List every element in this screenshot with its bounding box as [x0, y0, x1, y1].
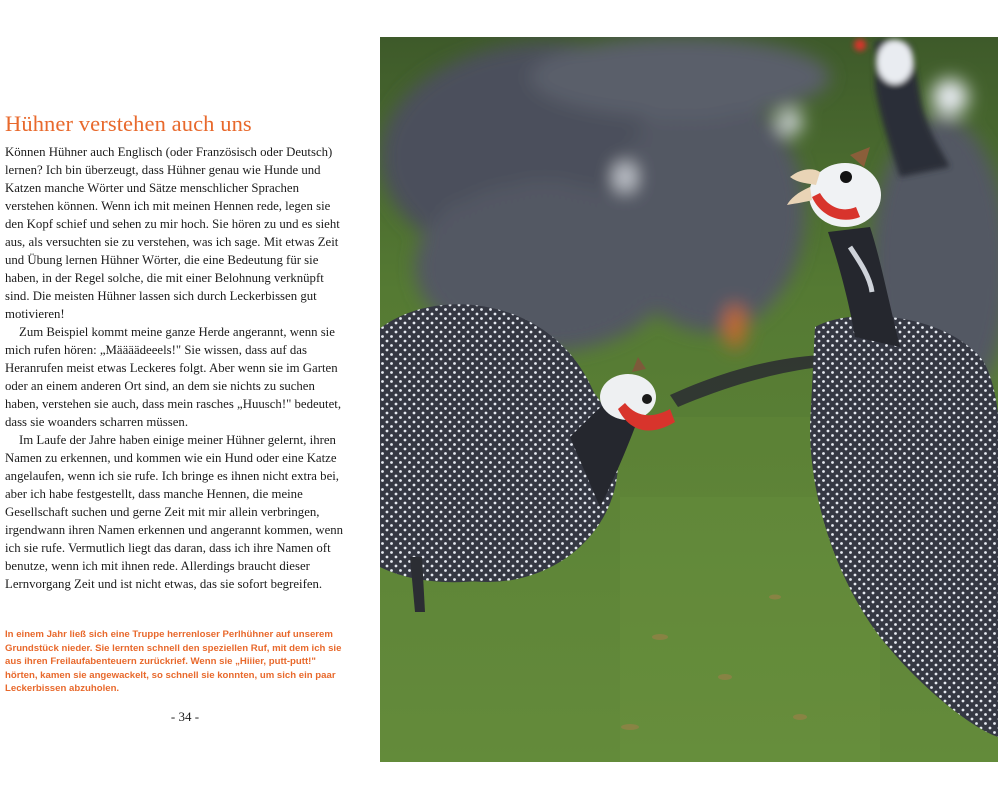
body-paragraph: Zum Beispiel kommt meine ganze Herde angerannt, wenn sie mich rufen hören: „Määäädeeels!" Sie wissen, dass auf das Heranrufen meist etwas Leckeres folgt. Aber wenn sie im Garten oder an einem anderen Ort sind, an dem sie nichts zu suchen haben, verstehen sie auch, dass mein rasches „Huusch!" bedeutet, dass sie woanders scharren müssen. — [5, 325, 342, 429]
body-paragraph: Im Laufe der Jahre haben einige meiner Hühner gelernt, ihren Namen zu erkennen, und kommen wie ein Hund oder eine Katze angelaufen, wenn ich sie rufe. Ich bringe es ihnen nicht extra bei, aber ich habe festgestellt, dass manche Hennen, die meine Gesellschaft suchen und gerne Zeit mit mir allein verbringen, irgendwann ihren Namen erkennen und angerannt kommen, wenn ich sie rufe. Vermutlich liegt das daran, dass ich ihre Namen oft benutze, wenn ich mit ihnen rede. Allerdings braucht dieser Lernvorgang Zeit und ist nicht etwas, das sie sofort begreifen. — [5, 433, 344, 591]
guineafowl-photo — [380, 37, 998, 762]
page-number: - 34 - — [170, 709, 200, 724]
left-page — [0, 0, 362, 800]
body-text — [5, 143, 350, 593]
photo-caption: In einem Jahr ließ sich eine Truppe herrenloser Perlhühner auf unserem Grundstück nieder. Sie lernten schnell den speziellen Ruf, mit dem ich sie aus ihren Freilaufabenteuern zurückrief. Wenn sie „Hiiier, putt-putt!" hörten, kamen sie angewackelt, so schnell sie konnten, um sich ein paar Leckerbissen abzuholen. — [5, 629, 342, 695]
page-title: Hühner verstehen auch uns — [5, 111, 252, 136]
body-paragraph: Können Hühner auch Englisch (oder Französisch oder Deutsch) lernen? Ich bin überzeugt, dass Hühner genau wie Hunde und Katzen manche Wörter und Sätze menschlicher Sprachen verstehen können. Wenn ich mit meinen Hennen rede, legen sie den Kopf schief und sehen zu mir hoch. Sie hören zu und es sieht aus, als versuchten sie zu verstehen, was ich sage. Mit etwas Zeit und Übung lernen Hühner Wörter, die eine Bedeutung für sie haben, in der Regel solche, die mit einer Belohnung verknüpft sind. Die meisten Hühner lassen sich durch Leckerbissen gut motivieren! — [5, 145, 340, 321]
